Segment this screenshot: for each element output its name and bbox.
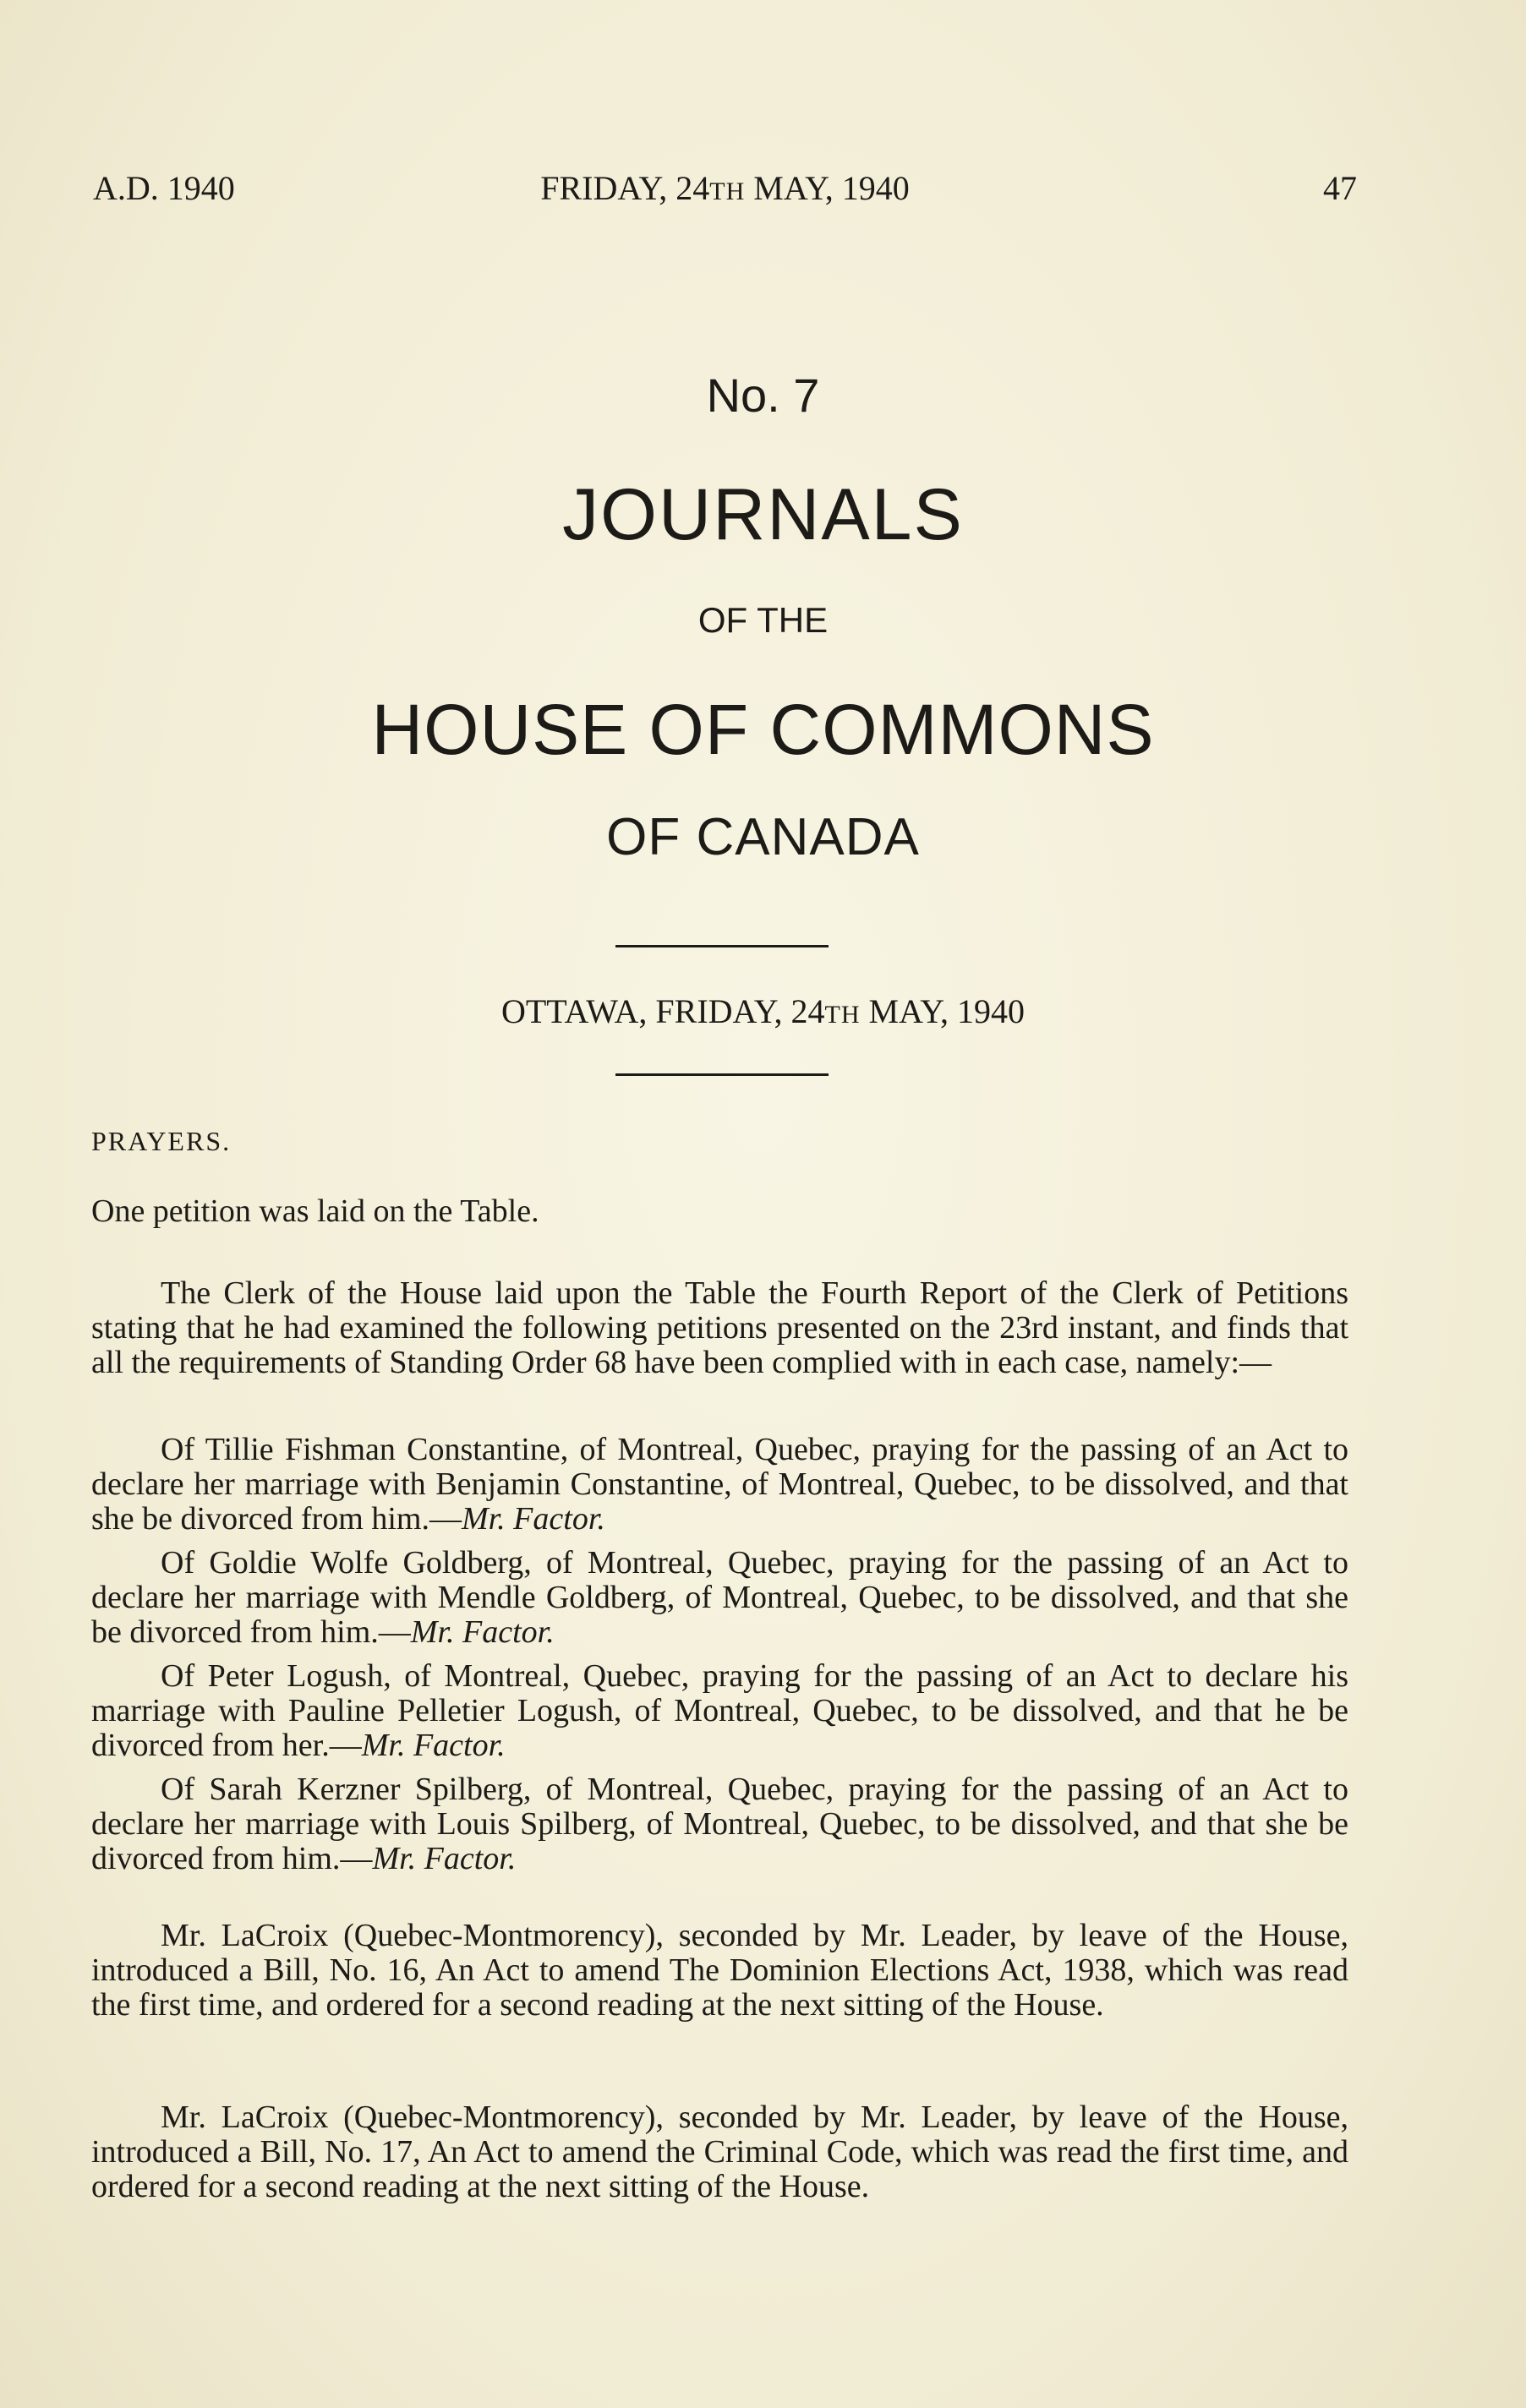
journal-number: No. 7 [706, 369, 820, 422]
petition-mover: Mr. Factor. [461, 1501, 605, 1537]
petition-text: Of Peter Logush, of Montreal, Quebec, praying for the passing of an Act to declare his marriage with Pauline Pelletier Logush, of Montreal, Quebec, to be dissolved, and that he be divorced from her.— [91, 1658, 1348, 1763]
of-canada-label: OF CANADA [606, 808, 920, 866]
running-head-year: A.D. 1940 [93, 169, 235, 207]
petition-mover: Mr. Factor. [410, 1614, 555, 1650]
petition-text: Of Goldie Wolfe Goldberg, of Montreal, Quebec, praying for the passing of an Act to declare her marriage with Mendle Goldberg, of Montreal, Quebec, to be dissolved, and that she be divorced from him.— [91, 1545, 1348, 1650]
petition-paragraph [91, 1659, 1348, 1763]
dateline-prefix: OTTAWA, FRIDAY, 24 [500, 992, 825, 1030]
petition-mover: Mr. Factor. [361, 1728, 506, 1763]
prayers-heading: PRAYERS. [91, 1126, 232, 1156]
bill-17-paragraph: Mr. LaCroix (Quebec-Montmorency), seconded by Mr. Leader, by leave of the House, introduced a Bill, No. 17, An Act to amend the Criminal Code, which was read the first time, and ordered for a second reading at the next sitting of the House. [91, 2099, 1348, 2204]
journals-title: JOURNALS [562, 474, 964, 555]
running-head-date [93, 167, 1357, 213]
petition-text: Of Tillie Fishman Constantine, of Montreal, Quebec, praying for the passing of an Act to declare her marriage with Benjamin Constantine, of Montreal, Quebec, to be dissolved, and that she be divorced from him.— [91, 1432, 1348, 1537]
dateline [0, 989, 1526, 1038]
divider-bottom [615, 1073, 829, 1076]
running-head-date-suffix: MAY, 1940 [745, 169, 910, 207]
petition-text: Of Sarah Kerzner Spilberg, of Montreal, Quebec, praying for the passing of an Act to declare her marriage with Louis Spilberg, of Montreal, Quebec, to be dissolved, and that she be divorced from him.— [91, 1772, 1348, 1876]
petition-laid-paragraph: One petition was laid on the Table. [91, 1193, 539, 1229]
dateline-ordinal: TH [824, 1001, 861, 1029]
of-the-label: OF THE [697, 600, 829, 640]
petition-paragraph [91, 1772, 1348, 1876]
page-number: 47 [1323, 169, 1357, 207]
clerk-report-paragraph: The Clerk of the House laid upon the Table the Fourth Report of the Clerk of Petitions stating that he had examined the following petitions presented on the 23rd instant, and finds that all the requirements of Standing Order 68 have been complied with in each case, namely:— [91, 1275, 1348, 1380]
petition-paragraph [91, 1546, 1348, 1650]
petition-paragraph [91, 1433, 1348, 1537]
running-head-date-ordinal: TH [709, 177, 746, 205]
divider-top [615, 945, 829, 947]
running-head-date-prefix: FRIDAY, 24 [540, 169, 710, 207]
bill-16-paragraph: Mr. LaCroix (Quebec-Montmorency), seconded by Mr. Leader, by leave of the House, introduced a Bill, No. 16, An Act to amend The Dominion Elections Act, 1938, which was read the first time, and ordered for a second reading at the next sitting of the House. [91, 1918, 1348, 2023]
petition-mover: Mr. Factor. [372, 1841, 517, 1876]
running-head [93, 167, 1357, 210]
house-of-commons-title: HOUSE OF COMMONS [371, 690, 1155, 769]
dateline-suffix: MAY, 1940 [860, 992, 1026, 1030]
